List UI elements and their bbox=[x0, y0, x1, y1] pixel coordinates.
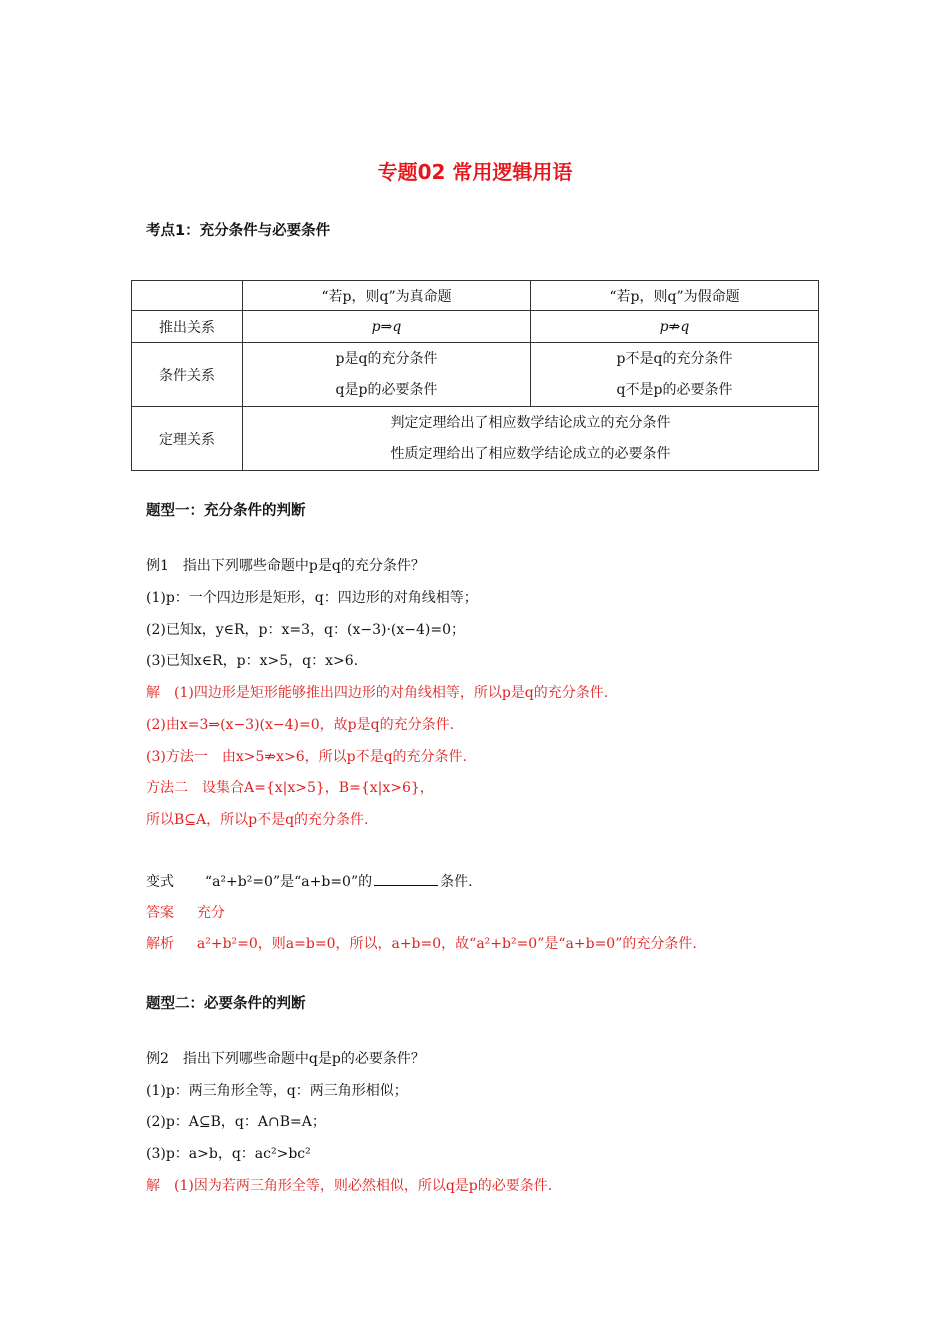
example1-q1: (1)p：一个四边形是矩形，q：四边形的对角线相等； bbox=[146, 590, 478, 606]
answer-blank bbox=[374, 871, 438, 886]
example1-solution-4: 方法二 设集合A={x|x>5}，B={x|x>6}， bbox=[146, 780, 434, 796]
table-cell-line: q是p的必要条件 bbox=[335, 381, 438, 398]
table-header-false: “若p，则q”为假命题 bbox=[531, 281, 819, 311]
table-cell bbox=[531, 343, 819, 407]
variant-end: 条件. bbox=[440, 874, 473, 890]
example1-prompt: 例1 指出下列哪些命题中p是q的充分条件？ bbox=[146, 558, 425, 574]
table-cell bbox=[243, 343, 531, 407]
section-heading: 考点1：充分条件与必要条件 bbox=[146, 223, 331, 239]
answer-line bbox=[146, 903, 225, 923]
example1-solution-3: (3)方法一 由x>5⇏x>6，所以p不是q的充分条件. bbox=[146, 749, 468, 765]
example2-q3: (3)p：a>b，q：ac²>bc² bbox=[146, 1146, 311, 1162]
example1-solution-5: 所以B⊆A，所以p不是q的充分条件. bbox=[146, 812, 369, 828]
variant-label: 变式 bbox=[146, 874, 174, 890]
page-title: 专题02 常用逻辑用语 bbox=[377, 160, 573, 184]
table-row-label: 条件关系 bbox=[132, 343, 243, 407]
table-cell-line: p不是q的充分条件 bbox=[616, 350, 733, 367]
table-cell: p⇒q bbox=[243, 311, 531, 343]
answer-value: 充分 bbox=[196, 905, 225, 921]
type1-heading: 题型一：充分条件的判断 bbox=[146, 503, 306, 519]
answer-label: 答案 bbox=[146, 905, 174, 921]
variant-text: “a²+b²=0”是“a+b=0”的 bbox=[204, 874, 373, 890]
table-row bbox=[132, 311, 819, 343]
example1-q3: (3)已知x∈R，p：x>5，q：x>6. bbox=[146, 653, 359, 669]
table-row bbox=[132, 407, 819, 471]
table-cell-line: p是q的充分条件 bbox=[335, 350, 438, 367]
example1-solution-1: 解 (1)四边形是矩形能够推出四边形的对角线相等，所以p是q的充分条件. bbox=[146, 685, 609, 701]
table-cell-line: 性质定理给出了相应数学结论成立的必要条件 bbox=[390, 445, 671, 462]
analysis-label: 解析 bbox=[146, 936, 174, 952]
condition-table bbox=[131, 280, 819, 471]
variant-line bbox=[146, 871, 473, 892]
table-header-row bbox=[132, 281, 819, 311]
example2-prompt: 例2 指出下列哪些命题中q是p的必要条件？ bbox=[146, 1051, 425, 1067]
table-row-label: 推出关系 bbox=[132, 311, 243, 343]
table-row-label: 定理关系 bbox=[132, 407, 243, 471]
analysis-text: a²+b²=0，则a=b=0，所以，a+b=0，故“a²+b²=0”是“a+b=0”的充分条件. bbox=[196, 936, 697, 952]
analysis-line bbox=[146, 934, 697, 954]
table-cell-line: q不是p的必要条件 bbox=[616, 381, 733, 398]
table-cell-line: 判定定理给出了相应数学结论成立的充分条件 bbox=[390, 414, 671, 431]
type2-heading: 题型二：必要条件的判断 bbox=[146, 996, 306, 1012]
example2-solution-1: 解 (1)因为若两三角形全等，则必然相似，所以q是p的必要条件. bbox=[146, 1178, 553, 1194]
table-cell: p⇏q bbox=[531, 311, 819, 343]
table-header-true: “若p，则q”为真命题 bbox=[243, 281, 531, 311]
example1-q2: (2)已知x，y∈R，p：x=3，q：(x−3)·(x−4)=0； bbox=[146, 622, 465, 638]
example2-q2: (2)p：A⊆B，q：A∩B=A； bbox=[146, 1114, 326, 1130]
example1-solution-2: (2)由x=3⇒(x−3)(x−4)=0，故p是q的充分条件. bbox=[146, 717, 455, 733]
table-cell bbox=[243, 407, 819, 471]
table-row bbox=[132, 343, 819, 407]
example2-q1: (1)p：两三角形全等，q：两三角形相似； bbox=[146, 1083, 408, 1099]
table-corner-cell bbox=[132, 281, 243, 311]
